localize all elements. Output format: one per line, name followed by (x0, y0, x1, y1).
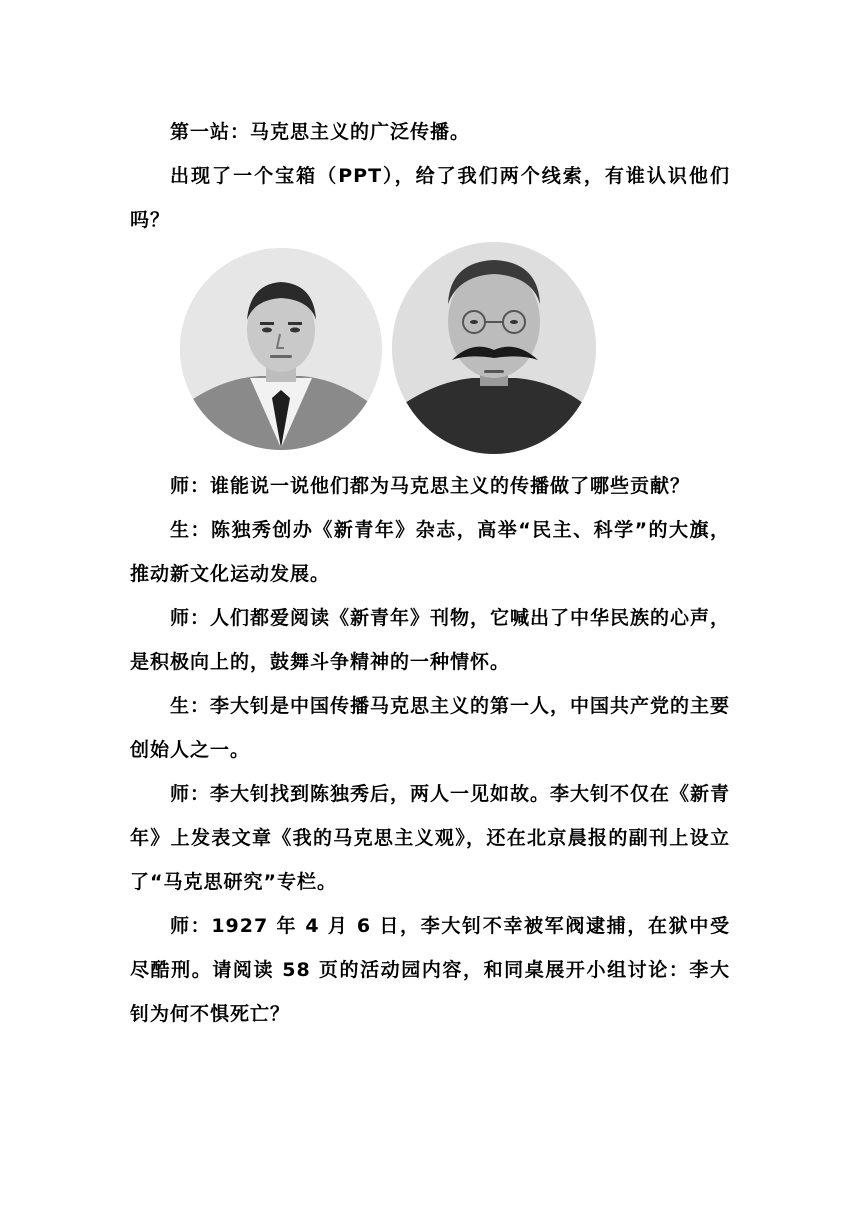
paragraph-1: 师：谁能说一说他们都为马克思主义的传播做了哪些贡献？ (170, 475, 691, 497)
paragraph-treasure-box: 出现了一个宝箱（PPT），给了我们两个线索，有谁认识他们吗？ (130, 165, 730, 231)
portrait-photos (130, 242, 730, 460)
paragraph-6: 师：1927 年 4 月 6 日，李大钊不幸被军阀逮捕，在狱中受尽酷刑。请阅读 58 页的活动园内容，和同桌展开小组讨论：李大钊为何不惧死亡？ (130, 915, 730, 1025)
paragraph-5: 师：李大钊找到陈独秀后，两人一见如故。李大钊不仅在《新青年》上发表文章《我的马克思主义观》，还在北京晨报的副刊上设立了“马克思研究”专栏。 (130, 783, 731, 893)
paragraph-station-heading: 第一站：马克思主义的广泛传播。 (170, 121, 471, 143)
paragraph-4: 生：李大钊是中国传播马克思主义的第一人，中国共产党的主要创始人之一。 (130, 695, 731, 761)
paragraph-3: 师：人们都爱阅读《新青年》刊物，它喊出了中华民族的心声，是积极向上的，鼓舞斗争精神的一种情怀。 (130, 607, 731, 673)
document-body (130, 110, 730, 1036)
portrait-photo-right (392, 242, 596, 454)
portrait-photo-left (180, 248, 382, 450)
paragraph-2: 生：陈独秀创办《新青年》杂志，高举“民主、科学”的大旗，推动新文化运动发展。 (130, 519, 730, 585)
